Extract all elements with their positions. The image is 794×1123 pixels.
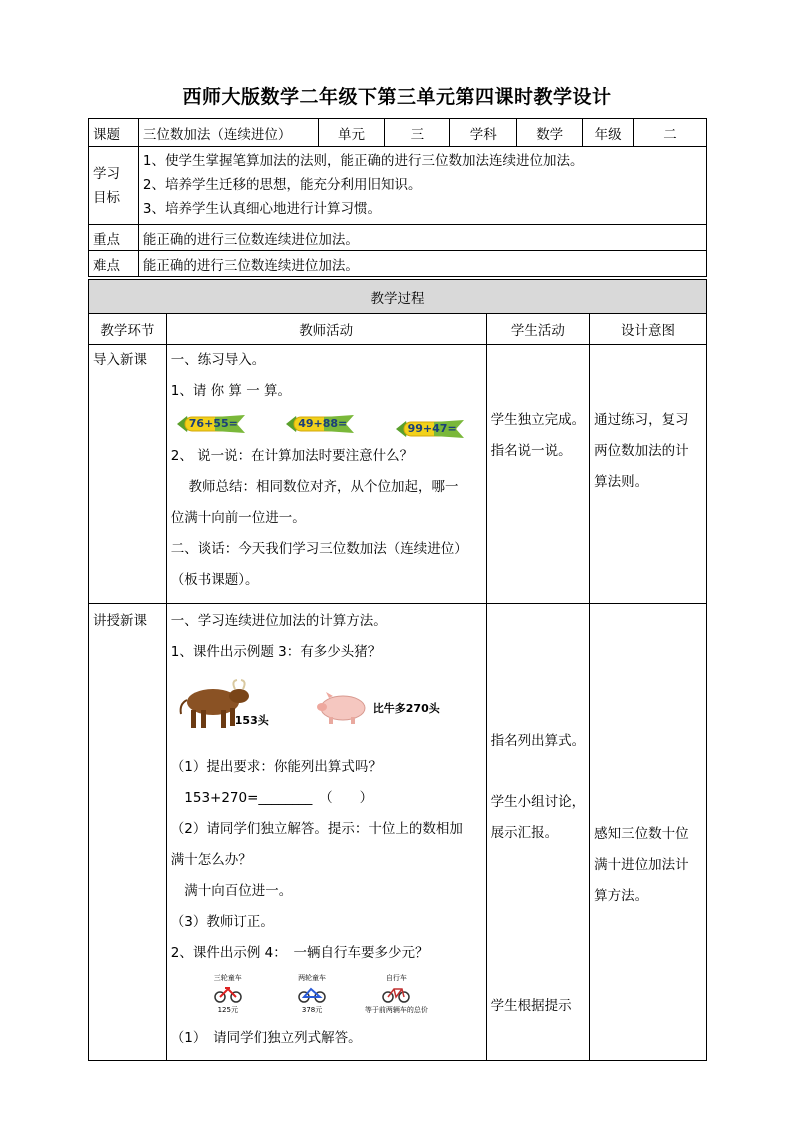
unit-value: 三 — [385, 119, 450, 147]
corn-exercise-card — [284, 413, 356, 435]
text-line: 指名说一说。 — [490, 443, 572, 459]
text-line: 指名列出算式。 — [490, 733, 586, 749]
text-line: 学生小组讨论， — [490, 794, 586, 810]
text-line: 感知三位数十位 — [594, 826, 689, 842]
goals-label-line1: 学习 — [93, 165, 120, 182]
text-line: 1、课件出示例题 3：有多少头猪？ — [170, 644, 382, 660]
stage-lecture-label: 讲授新课 — [93, 613, 147, 629]
bike-price: 等于前两辆车的总价 — [364, 1006, 428, 1014]
goals-content — [138, 147, 706, 225]
column-header-teacher: 教师活动 — [166, 314, 486, 345]
subject-label: 学科 — [450, 119, 517, 147]
stage-lecture — [89, 604, 167, 1061]
lesson-info-table — [88, 118, 707, 277]
design-intent-intro — [590, 345, 707, 604]
goal-item: 3、培养学生认真细心地进行计算习惯。 — [142, 201, 382, 217]
teacher-activity-lecture — [166, 604, 486, 1061]
stage-intro — [89, 345, 167, 604]
pig-icon — [315, 690, 371, 726]
design-intent-lecture — [590, 604, 707, 1061]
text-line: 2、课件出示例 4： 一辆自行车要多少元？ — [170, 945, 429, 961]
corn-exercises — [171, 407, 482, 441]
text-line: 满十怎么办？ — [170, 852, 252, 868]
corn-exercise-text: 49+88= — [298, 417, 348, 430]
grade-value: 二 — [634, 119, 707, 147]
text-line: 学生独立完成。 — [490, 412, 586, 428]
bicycle-icon — [381, 983, 411, 1003]
text-line: 学生根据提示 — [490, 998, 572, 1014]
text-line: 教师总结：相同数位对齐，从个位加起，哪一 — [170, 479, 459, 495]
pig-count-label: 比牛多270头 — [372, 702, 440, 715]
corn-exercise-card — [394, 418, 466, 440]
document-title: 西师大版数学二年级下第三单元第四课时教学设计 — [182, 86, 612, 108]
goals-label — [89, 147, 139, 225]
text-line: 满十向百位进一。 — [170, 883, 293, 899]
column-header-student: 学生活动 — [486, 314, 590, 345]
student-activity-intro — [486, 345, 590, 604]
bike-item — [361, 973, 431, 1015]
bike-item — [277, 973, 347, 1015]
animal-illustration — [171, 668, 482, 752]
text-line: （1） 请同学们独立列式解答。 — [170, 1030, 362, 1046]
key-point-text: 能正确的进行三位数连续进位加法。 — [138, 225, 706, 251]
bike-item — [193, 973, 263, 1015]
corn-exercise-text: 99+47= — [407, 422, 457, 435]
text-line: 算法则。 — [594, 474, 649, 490]
bike-illustration — [171, 969, 482, 1023]
bike-price: 378元 — [301, 1006, 323, 1014]
teaching-process-table — [88, 279, 707, 1061]
text-line: （板书课题）。 — [170, 572, 259, 588]
key-point-label: 重点 — [89, 225, 139, 251]
text-line: （3）教师订正。 — [170, 914, 274, 930]
difficulty-label: 难点 — [89, 251, 139, 277]
difficulty-text: 能正确的进行三位数连续进位加法。 — [138, 251, 706, 277]
column-header-intent: 设计意图 — [590, 314, 707, 345]
subject-value: 数学 — [517, 119, 583, 147]
goal-item: 1、使学生掌握笔算加法的法则，能正确的进行三位数加法连续进位加法。 — [142, 153, 584, 169]
kids-bike-icon — [297, 983, 327, 1003]
text-line: 通过练习，复习 — [594, 412, 689, 428]
column-header-stage: 教学环节 — [89, 314, 167, 345]
corn-exercise-card — [175, 413, 247, 435]
topic-label: 课题 — [89, 119, 139, 147]
bike-price: 125元 — [217, 1006, 238, 1014]
text-line: 算方法。 — [594, 888, 649, 904]
goal-item: 2、培养学生迁移的思想，能充分利用旧知识。 — [142, 177, 422, 193]
text-line: 满十进位加法计 — [594, 857, 689, 873]
stage-intro-label: 导入新课 — [93, 352, 147, 368]
process-header: 教学过程 — [89, 280, 707, 314]
text-line: 一、练习导入。 — [170, 352, 266, 368]
unit-label: 单元 — [318, 119, 385, 147]
bike-name: 三轮童车 — [213, 974, 242, 982]
topic-value: 三位数加法（连续进位） — [138, 119, 318, 147]
text-line: 一、学习连续进位加法的计算方法。 — [170, 613, 387, 629]
text-line: 位满十向前一位进一。 — [170, 510, 306, 526]
bike-name: 两轮童车 — [298, 974, 327, 982]
text-line: 两位数加法的计 — [594, 443, 689, 459]
ox-count-label: 153头 — [234, 714, 269, 727]
goals-label-line2: 目标 — [93, 189, 120, 206]
bike-name: 自行车 — [385, 974, 407, 982]
text-line: 二、谈话：今天我们学习三位数加法（连续进位） — [170, 541, 468, 557]
text-line: 153+270=________ （ ） — [170, 790, 374, 806]
text-line: 1、请 你 算 一 算。 — [170, 383, 292, 399]
teacher-activity-intro — [166, 345, 486, 604]
text-line: （1）提出要求：你能列出算式吗？ — [170, 759, 382, 775]
text-line: 2、 说一说：在计算加法时要注意什么？ — [170, 448, 414, 464]
grade-label: 年级 — [583, 119, 634, 147]
corn-exercise-text: 76+55= — [188, 417, 238, 430]
tricycle-icon — [213, 983, 243, 1003]
text-line: （2）请同学们独立解答。提示：十位上的数相加 — [170, 821, 463, 837]
text-line: 展示汇报。 — [490, 825, 559, 841]
student-activity-lecture — [486, 604, 590, 1061]
